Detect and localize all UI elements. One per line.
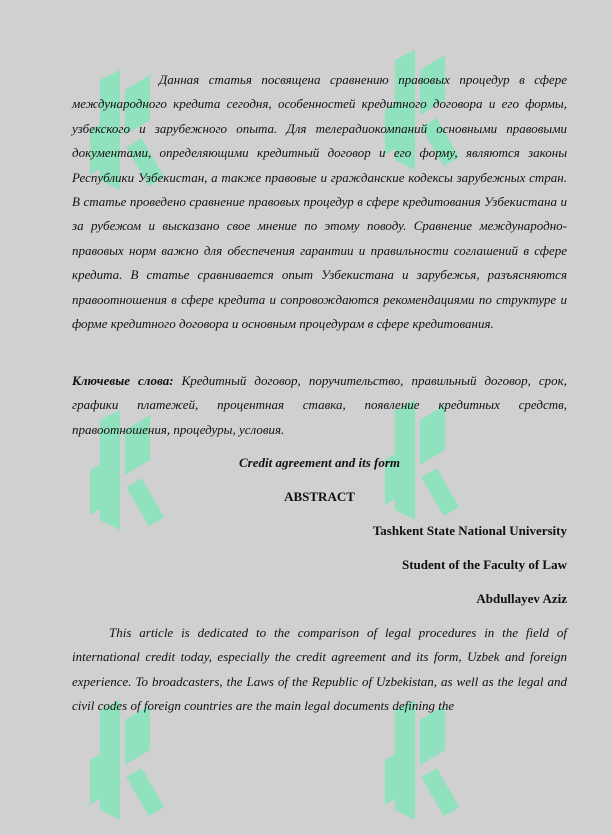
university-name: Tashkent State National University — [372, 523, 567, 538]
english-abstract-paragraph: This article is dedicated to the comparison of legal procedures in the field of international credit today, especially the credit agreement and its form, Uzbek and foreign experience. To broadcasters, the Laws of the Republic of Uzbekistan, as well as the legal and civil codes of foreign countries are the main legal documents defining the — [72, 625, 567, 714]
keywords-paragraph — [72, 369, 567, 442]
english-title: Credit agreement and its form — [238, 455, 401, 470]
author-name: Abdullayev Aziz — [476, 591, 567, 606]
russian-abstract-paragraph: Данная статья посвящена сравнению правовых процедур в сфере международного кредита сегодня, особенностей кредитного договора и его формы, узбекского и зарубежного опыта. Для телерадиокомпаний основными правовыми документами, определяющими кредитный договор и его форму, являются законы Республики Узбекистан, а также правовые и гражданские кодексы зарубежных стран. В статье проведено сравнение правовых процедур в сфере кредитования Узбекистана и за рубежом и высказано свое мнение по этому поводу. Сравнение международно-правовых норм важно для обеспечения гарантии и правильности соглашений в сфере кредита. В статье сравнивается опыт Узбекистана и зарубежья, разъясняются правоотношения в сфере кредита и сопровождаются рекомендациями по структуре и форме кредитного договора и основным процедурам в сфере кредитования. — [72, 72, 567, 332]
abstract-heading: ABSTRACT — [284, 489, 355, 504]
keywords-label: Ключевые слова: — [72, 373, 174, 388]
faculty-name: Student of the Faculty of Law — [401, 557, 567, 572]
keywords-text: Кредитный договор, поручительство, правильный договор, срок, графики платежей, процентная ставка, появление кредитных средств, правоотношения, процедуры, условия. — [72, 373, 567, 437]
